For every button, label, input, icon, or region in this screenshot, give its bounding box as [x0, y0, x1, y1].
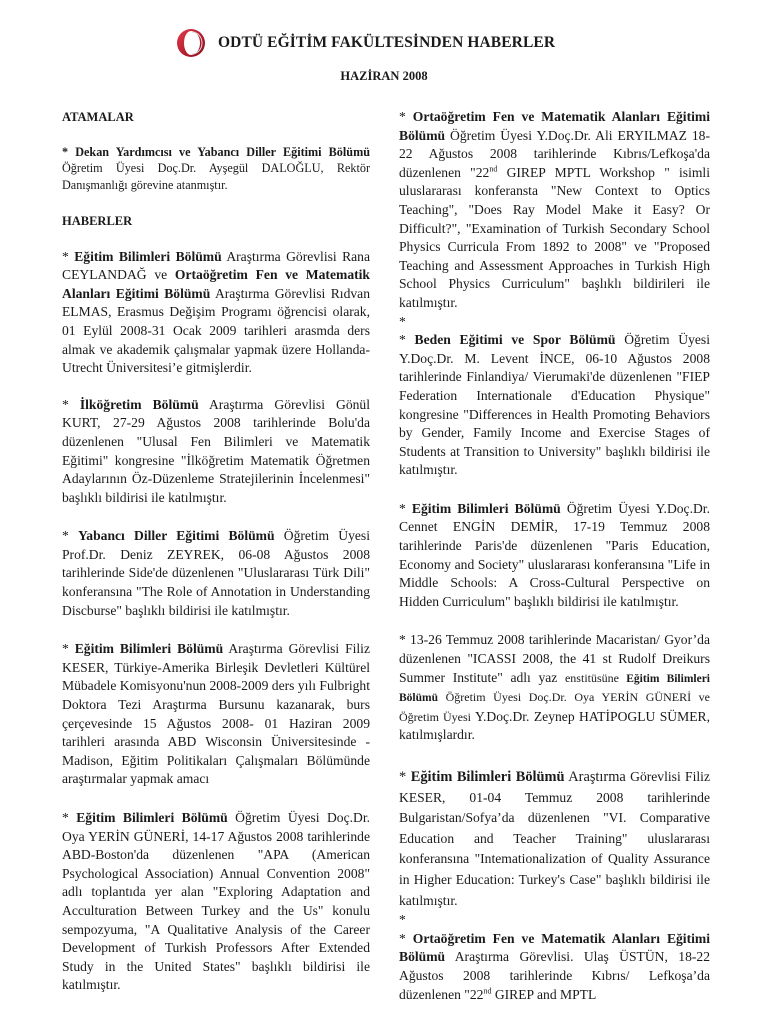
news-text: Y.Doç.Dr. Zeynep HATİPOGLU SÜMER, katılmışlardır.: [399, 708, 710, 743]
bullet-star: *: [399, 332, 415, 348]
news-text: GIREP and MPTL: [491, 986, 597, 1002]
department-name: Eğitim Bilimleri Bölümü: [410, 769, 565, 785]
appointment-item: [62, 144, 370, 194]
department-name: Eğitim Bilimleri Bölümü: [76, 810, 228, 826]
news-text: Öğretim Üyesi Y.Doç.Dr. Ali ERYILMAZ 18-22 Ağustos 2008 tarihlerinde Kıbrıs/Lefkoşa'da düzenlenen "22: [399, 127, 710, 180]
department-name: Eğitim Bilimleri Bölümü: [399, 672, 711, 705]
bullet-star: *: [62, 528, 78, 544]
news-text: Öğretim Üyesi Y.Doç.Dr. Cennet ENGİN DEMİR, 17-19 Temmuz 2008 tarihlerinde Paris'de düzenlenen "Paris Education, Economy and Society" uluslararası konferansına "Life in Middle Schools: A Cross-Cultural Perspective on Hidden Curriculum" başlıklı bildirisi ile katılmıştır.: [399, 500, 710, 609]
left-column: [62, 108, 370, 1013]
news-item: [399, 500, 710, 612]
news-text: Araştırma Görevlisi. Ulaş ÜSTÜN, 18-22 Ağustos 2008 tarihlerinde Kıbrıs/ Lefkoşa’da düzenlenen "22: [399, 949, 710, 1002]
news-text: Öğretim Üyesi Y.Doç.Dr. M. Levent İNCE, 06-10 Ağustos 2008 tarihlerinde Finlandiya/ Vierumaki'de düzenlenen "FIEP Federation Internationale d'Education Physique" kongresine "Differences in Health Promoting Behaviors by Gender, Family Income and Exercise Stages of Students at Transition to University" başlıklı bildirisi ile katılmıştır.: [399, 332, 710, 478]
department-name: Eğitim Bilimleri Bölümü: [74, 641, 224, 657]
department-name: * Dekan Yardımcısı ve Yabancı Diller Eğitimi Bölümü: [62, 144, 370, 159]
news-item: [399, 331, 710, 480]
separator-star: *: [399, 313, 406, 329]
news-text: Araştırma Görevlisi Rıdvan ELMAS, Erasmus Değişim Programı öğrencisi olarak, 01 Eylül 2008-31 Ocak 2009 tarihleri arasmda ders almak ve akademik çalışmalar yapmak üzere Hollanda-Utrecht Üniversitesi’e gitmişlerdir.: [62, 285, 370, 376]
department-name: Yabancı Diller Eğitimi Bölümü: [78, 528, 275, 544]
news-item: [62, 809, 370, 995]
department-name: İlköğretim Bölümü: [79, 396, 199, 412]
news-item: [62, 248, 370, 378]
news-text: Araştırma Görevlisi Gönül KURT, 27-29 Ağustos 2008 tarihlerinde Bolu'da düzenlenen "Ulusal Fen Bilimleri ve Matematik Eğitimi" kongresine "İlköğretim Matematik Öğretmen Adaylarının Öz-Düzenleme Stratejilerinin İncelenmesi" başlıklı bildirisi ile katılmıştır.: [62, 396, 370, 505]
news-item: [62, 527, 370, 620]
appointment-text: Öğretim Üyesi Doç.Dr. Ayşegül DALOĞLU, Rektör Danışmanlığı görevine atanmıştır.: [62, 161, 370, 193]
appointments-heading: ATAMALAR: [62, 110, 134, 124]
department-name: Beden Eğitimi ve Spor Bölümü: [414, 332, 616, 348]
superscript: nd: [483, 986, 492, 995]
news-text: GIREP MPTL Workshop " isimli uluslararası konferansta "New Context to Optics Teaching", "Does Ray Model Make it Easy? Or Difficult?", "Examination of Turkish Secondary School Physics Curricula From 1892 to 2008" ve "Proposed Teaching and Assessment Approaches in Turkish High School Physics Curriculum" başlıklı bildirileri ile katılmıştır.: [399, 164, 710, 310]
news-item: [62, 640, 370, 789]
bullet-star: *: [399, 930, 413, 946]
bullet-star: *: [399, 109, 413, 124]
news-item: [399, 767, 710, 911]
title-row: [176, 28, 555, 58]
news-item: [399, 930, 710, 1004]
department-name: Eğitim Bilimleri Bölümü: [74, 248, 222, 264]
news-text: * 13-26 Temmuz 2008 tarihlerinde Macaristan/ Gyor’da düzenlenen "ICASSI 2008, the 41 st Rudolf Dreikurs Summer Institute" adlı yaz: [399, 632, 710, 685]
news-text: Araştırma Görevlisi Rana CEYLANDAĞ ve: [62, 248, 370, 283]
bullet-star: *: [399, 769, 411, 785]
news-text: Araştırma Görevlisi Filiz KESER, Türkiye-Amerika Birleşik Devletleri Kültürel Mübadele Komisyonu'nun 2008-2009 ders yılı Fulbright Doktora Tezi Araştırma Bursunu kazanarak, burs çerçevesinde 15 Ağustos 2008- 01 Haziran 2009 tarihleri arasında ABD Wisconsin Üniversitesinde - Madison, Eğitim Politikaları Çalışmaları Bölümünde araştırmalar yapmak amacı: [62, 641, 370, 787]
news-text: Araştırma: [564, 769, 626, 785]
news-heading: HABERLER: [62, 213, 133, 228]
odtu-logo-icon: [176, 28, 206, 58]
separator-star: *: [399, 912, 406, 928]
news-text: Öğretim Üyesi Doç.Dr. Oya YERİN GÜNERİ, 14-17 Ağustos 2008 tarihlerinde ABD-Boston'da düzenlenen "APA (American Psychological Association) Annual Convention 2008" adlı toplantıda yer alan "Exploring Adaptation and Acculturation Between Turkey and the Us" konulu sempozyuma, "A Qualitative Analysis of the Career Development of Turkish Professors After Extended Study in the United States" başlıklı bildirisi ile katılmıştır.: [62, 810, 370, 993]
news-text: Öğretim Üyesi Prof.Dr. Deniz ZEYREK, 06-08 Ağustos 2008 tarihlerinde Side'de düzenlenen "Uluslararası Türk Dili" konferansına "The Role of Annotation in Understanding Discburse" başlıklı bildirisi ile katılmıştır.: [62, 528, 370, 618]
department-name: Ortaöğretim Fen ve Matematik Alanları Eğitimi Bölümü: [399, 109, 710, 143]
right-column: [399, 108, 710, 1022]
bullet-star: *: [62, 248, 75, 264]
document-subtitle: HAZİRAN 2008: [340, 69, 428, 83]
department-name: Ortaöğretim Fen ve Matematik Alanları Eğitimi Bölümü: [62, 267, 370, 301]
bullet-star: *: [62, 396, 80, 412]
news-item: [399, 108, 710, 313]
bullet-star: *: [399, 500, 412, 516]
document-title: ODTÜ EĞİTİM FAKÜLTESİNDEN HABERLER: [218, 34, 556, 51]
superscript: nd: [489, 164, 498, 174]
department-name: Eğitim Bilimleri Bölümü: [411, 500, 561, 516]
news-item: [62, 396, 370, 508]
news-text: enstitüsüne: [564, 670, 627, 685]
department-name: Ortaöğretim Fen ve Matematik Alanları Eğitimi Bölümü: [399, 930, 710, 965]
bullet-star: *: [62, 641, 75, 657]
bullet-star: *: [62, 810, 77, 826]
news-text: Öğretim Üyesi Doç.Dr. Oya YERİN GÜNERİ ve Öğretim Üyesi: [399, 690, 710, 724]
news-item: [399, 631, 710, 745]
news-text: Görevlisi Filiz KESER, 01-04 Temmuz 2008 tarihlerinde Bulgaristan/Sofya’da düzenlenen "VI. Comparative Education and Teacher Training" uluslararası konferansına "Intemationalization of Quality Assurance in Higher Education: Turkey's Case" başlıklı bildirisi ile katılmıştır.: [399, 769, 710, 908]
